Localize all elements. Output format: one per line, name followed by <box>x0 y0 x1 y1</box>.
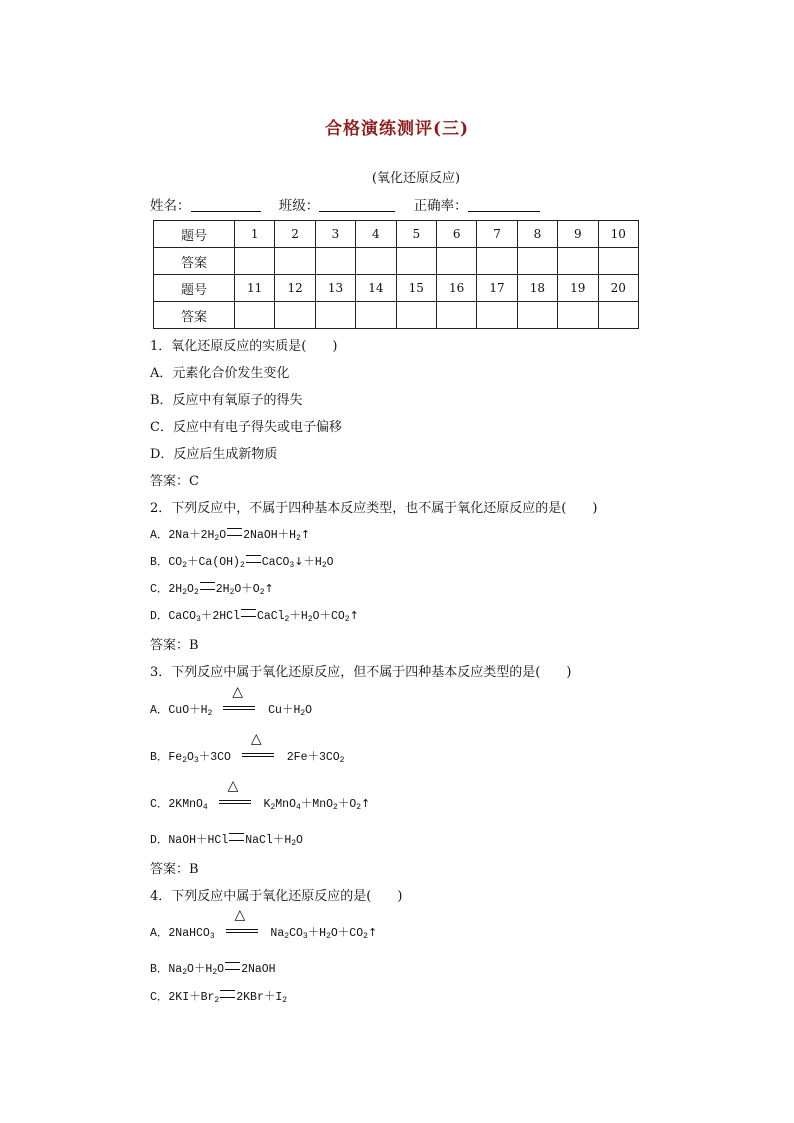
question-number: 9 <box>558 221 598 248</box>
answer-cell[interactable] <box>598 302 638 329</box>
class-field[interactable] <box>319 197 395 212</box>
answer-table <box>153 220 639 329</box>
row-label: 题号 <box>154 275 235 302</box>
question-1-option-a: A．元素化合价发生变化 <box>150 366 290 381</box>
table-row <box>154 275 639 302</box>
heat-condition-icon: △ <box>226 927 260 939</box>
question-4-stem: 4．下列反应中属于氧化还原反应的是( ) <box>150 889 403 904</box>
question-2-option-d: D．CaCO$_3$＋2HCl $CaCl_2+H_2O+CO_2↑$ <box>150 609 359 624</box>
row-label: 答案 <box>154 302 235 329</box>
question-number: 15 <box>396 275 436 302</box>
question-number: 13 <box>315 275 355 302</box>
question-1-option-d: D．反应后生成新物质 <box>150 447 278 462</box>
answer-cell[interactable] <box>558 248 598 275</box>
name-label: 姓名： <box>150 198 191 214</box>
table-row <box>154 248 639 275</box>
question-2-option-a: A．$2Na+2H_2O$ $2NaOH+H_2↑$ <box>150 528 311 543</box>
question-2-answer: 答案：B <box>150 638 199 653</box>
name-field[interactable] <box>191 197 261 212</box>
question-number: 2 <box>275 221 315 248</box>
question-number: 18 <box>517 275 557 302</box>
question-4-option-b: B．$Na_2O+H_2O$ 2NaOH <box>150 963 276 977</box>
table-row <box>154 221 639 248</box>
answer-cell[interactable] <box>477 302 517 329</box>
question-number: 20 <box>598 275 638 302</box>
question-3-option-c: C．2KMnO$_4$ △ $K_2MnO_4+MnO_2+O_2↑$ <box>150 777 371 812</box>
answer-cell[interactable] <box>517 248 557 275</box>
answer-cell[interactable] <box>436 248 476 275</box>
answer-cell[interactable] <box>598 248 638 275</box>
answer-cell[interactable] <box>315 302 355 329</box>
question-4-option-c: C．$2KI+Br_2$ $2KBr+I_2$ <box>150 991 288 1005</box>
answer-cell[interactable] <box>275 248 315 275</box>
question-3-answer: 答案：B <box>150 862 199 877</box>
question-number: 14 <box>356 275 396 302</box>
answer-cell[interactable] <box>517 302 557 329</box>
question-number: 10 <box>598 221 638 248</box>
question-1-answer: 答案：C <box>150 474 199 489</box>
heat-condition-icon: △ <box>223 704 257 716</box>
answer-cell[interactable] <box>235 302 275 329</box>
accuracy-label: 正确率： <box>413 198 468 214</box>
question-1-stem: 1．氧化还原反应的实质是( ) <box>150 339 338 354</box>
answer-cell[interactable] <box>396 248 436 275</box>
page-title: 合格演练测评(三) <box>324 119 470 139</box>
question-number: 8 <box>517 221 557 248</box>
answer-cell[interactable] <box>235 248 275 275</box>
question-3-option-b: B．$Fe_2O_3+3CO$ △ $2Fe+3CO_2$ <box>150 730 345 765</box>
table-row <box>154 302 639 329</box>
heat-condition-icon: △ <box>219 798 253 810</box>
answer-cell[interactable] <box>396 302 436 329</box>
question-1-option-b: B．反应中有氧原子的得失 <box>150 393 303 408</box>
answer-cell[interactable] <box>356 248 396 275</box>
answer-cell[interactable] <box>315 248 355 275</box>
question-3-option-a: A．$CuO+H_2$ △ $Cu+H_2O$ <box>150 683 313 718</box>
question-number: 5 <box>396 221 436 248</box>
class-label: 班级： <box>278 198 320 214</box>
question-number: 16 <box>436 275 476 302</box>
question-number: 3 <box>315 221 355 248</box>
question-4-option-a: A．2NaHCO$_3$ △ $Na_2CO_3+H_2O+CO_2↑$ <box>150 906 378 941</box>
question-3-stem: 3．下列反应中属于氧化还原反应，但不属于四种基本反应类型的是( ) <box>150 665 572 680</box>
answer-cell[interactable] <box>436 302 476 329</box>
row-label: 题号 <box>154 221 235 248</box>
question-number: 12 <box>275 275 315 302</box>
row-label: 答案 <box>154 248 235 275</box>
answer-cell[interactable] <box>356 302 396 329</box>
answer-cell[interactable] <box>558 302 598 329</box>
question-2-option-c: C．$2H_2O_2$ $2H_2O+O_2↑$ <box>150 582 274 597</box>
question-2-option-b: B．$CO_2+Ca(OH)_2$ $CaCO_3↓+H_2O$ <box>150 555 334 570</box>
answer-cell[interactable] <box>275 302 315 329</box>
question-number: 19 <box>558 275 598 302</box>
accuracy-field[interactable] <box>468 197 540 212</box>
question-1-option-c: C．反应中有电子得失或电子偏移 <box>150 420 342 435</box>
question-number: 1 <box>235 221 275 248</box>
question-3-option-d: D．NaOH＋HCl $NaCl+H_2O$ <box>150 834 303 848</box>
heat-condition-icon: △ <box>242 751 276 763</box>
question-number: 17 <box>477 275 517 302</box>
question-2-stem: 2．下列反应中，不属于四种基本反应类型，也不属于氧化还原反应的是( ) <box>150 501 598 516</box>
student-info-row <box>150 194 554 214</box>
page-subtitle: (氧化还原反应) <box>371 171 461 186</box>
question-number: 4 <box>356 221 396 248</box>
question-number: 6 <box>436 221 476 248</box>
answer-cell[interactable] <box>477 248 517 275</box>
question-number: 7 <box>477 221 517 248</box>
question-number: 11 <box>235 275 275 302</box>
